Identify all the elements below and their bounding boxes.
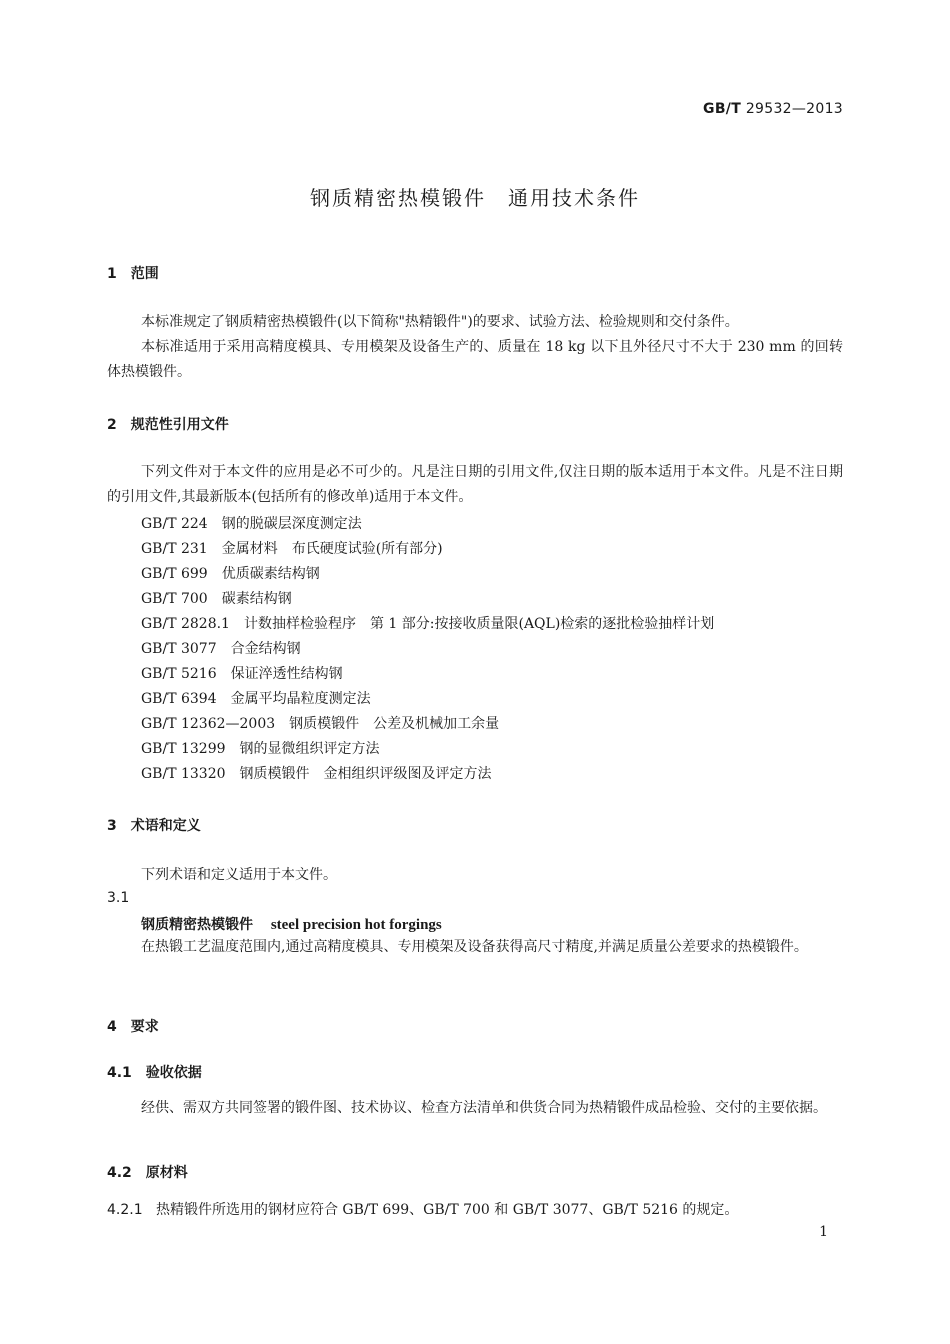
section-4-heading: 4 要求	[107, 1019, 159, 1035]
reference-item: GB/T 13320 钢质模锻件 金相组织评级图及评定方法	[141, 766, 492, 782]
section-1-paragraph-2: 本标准适用于采用高精度模具、专用模架及设备生产的、质量在 18 kg 以下且外径尺寸不大于 230 mm 的回转体热模锻件。	[107, 339, 843, 380]
reference-item: GB/T 231 金属材料 布氏硬度试验(所有部分)	[141, 541, 443, 557]
section-3-heading: 3 术语和定义	[107, 818, 201, 834]
page-number: 1	[819, 1224, 828, 1240]
standard-code	[703, 101, 843, 117]
subsection-4-1-heading: 4.1 验收依据	[107, 1065, 202, 1081]
document-title: 钢质精密热模锻件 通用技术条件	[310, 186, 640, 210]
section-2-heading: 2 规范性引用文件	[107, 417, 229, 433]
term-definition: 在热锻工艺温度范围内,通过高精度模具、专用模架及设备获得高尺寸精度,并满足质量公差要求的热模锻件。	[141, 939, 808, 955]
clause-4-2-1-text: 热精锻件所选用的钢材应符合 GB/T 699、GB/T 700 和 GB/T 3077、GB/T 5216 的规定。	[155, 1202, 739, 1218]
clause-4-2-1-number: 4.2.1	[107, 1202, 143, 1218]
subsection-4-1-text: 经供、需双方共同签署的锻件图、技术协议、检查方法清单和供货合同为热精锻件成品检验、交付的主要依据。	[141, 1100, 827, 1116]
standard-code-number: 29532—2013	[745, 101, 843, 117]
reference-item: GB/T 700 碳素结构钢	[141, 591, 292, 607]
section-2-intro: 下列文件对于本文件的应用是必不可少的。凡是注日期的引用文件,仅注日期的版本适用于本文件。凡是不注日期的引用文件,其最新版本(包括所有的修改单)适用于本文件。	[107, 464, 843, 505]
section-1-heading: 1 范围	[107, 266, 159, 282]
section-3-intro: 下列术语和定义适用于本文件。	[141, 867, 337, 883]
subsection-4-2-heading: 4.2 原材料	[107, 1165, 188, 1181]
reference-item: GB/T 13299 钢的显微组织评定方法	[141, 741, 380, 757]
reference-item: GB/T 699 优质碳素结构钢	[141, 566, 320, 582]
term-entry	[141, 914, 442, 934]
reference-item: GB/T 224 钢的脱碳层深度测定法	[141, 516, 362, 532]
reference-item: GB/T 6394 金属平均晶粒度测定法	[141, 691, 371, 707]
reference-item: GB/T 3077 合金结构钢	[141, 641, 301, 657]
section-1-paragraph-1: 本标准规定了钢质精密热模锻件(以下简称"热精锻件")的要求、试验方法、检验规则和交付条件。	[141, 314, 739, 330]
reference-item: GB/T 12362—2003 钢质模锻件 公差及机械加工余量	[141, 716, 500, 732]
term-chinese: 钢质精密热模锻件	[141, 917, 253, 933]
term-number: 3.1	[107, 890, 130, 906]
reference-item: GB/T 5216 保证淬透性结构钢	[141, 666, 343, 682]
standard-code-prefix: GB/T	[703, 101, 742, 117]
clause-4-2-1	[107, 1199, 738, 1219]
term-english: steel precision hot forgings	[270, 917, 442, 933]
reference-item: GB/T 2828.1 计数抽样检验程序 第 1 部分:按接收质量限(AQL)检索的逐批检验抽样计划	[141, 616, 715, 632]
